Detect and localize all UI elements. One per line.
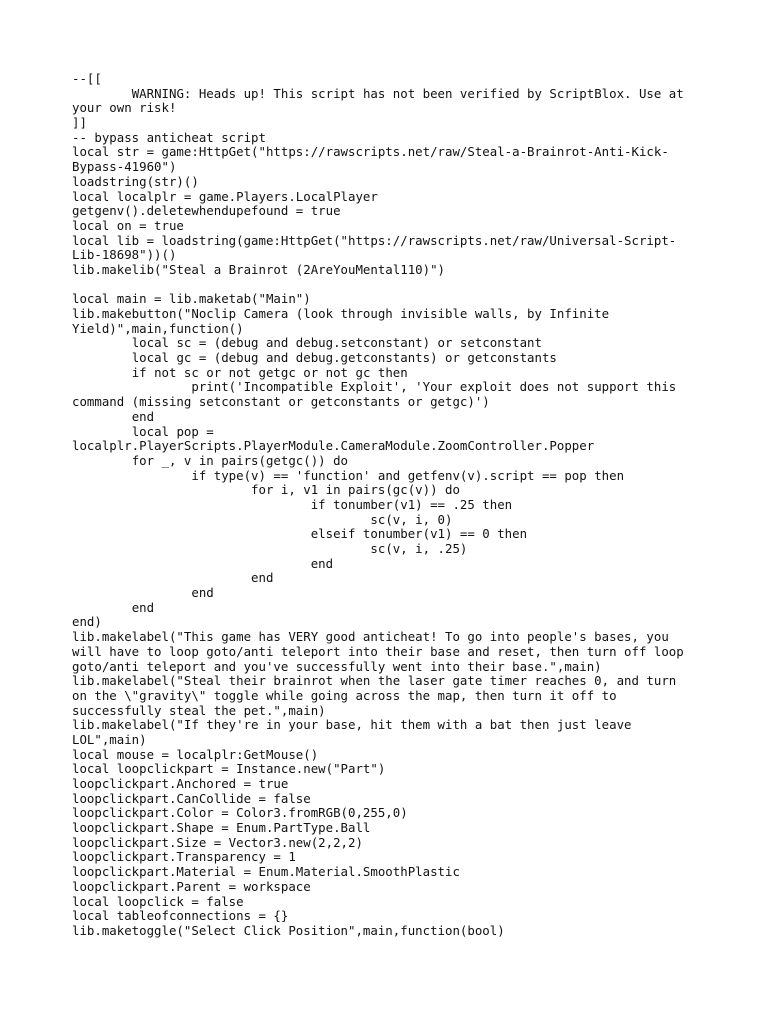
code-line: loopclickpart.Parent = workspace (72, 878, 311, 894)
code-line: lib.makelabel("This game has VERY good anticheat! To go into people's bases, you (72, 629, 669, 645)
code-line: lib.maketoggle("Select Click Position",main,function(bool) (72, 922, 505, 938)
code-line: local str = game:HttpGet("https://rawscripts.net/raw/Steal-a-Brainrot-Anti-Kick- (72, 144, 669, 160)
code-line: local mouse = localplr:GetMouse() (72, 746, 319, 762)
code-line: ]] (72, 115, 87, 131)
code-line: if not sc or not getgc or not gc then (72, 364, 408, 380)
code-line: loadstring(str)() (72, 173, 199, 189)
code-line: local sc = (debug and debug.setconstant) or setconstant (72, 335, 542, 351)
code-line: Bypass-41960") (72, 159, 177, 175)
code-line: print('Incompatible Exploit', 'Your exploit does not support this (72, 379, 677, 395)
code-line: lib.makelib("Steal a Brainrot (2AreYouMental110)") (72, 261, 445, 277)
code-line: loopclickpart.Shape = Enum.PartType.Ball (72, 820, 371, 836)
code-line: local gc = (debug and debug.getconstants) or getconstants (72, 350, 557, 366)
code-line: loopclickpart.Size = Vector3.new(2,2,2) (72, 834, 363, 850)
code-line: lib.makelabel("Steal their brainrot when the laser gate timer reaches 0, and turn (72, 673, 677, 689)
code-line: --[[ (72, 71, 102, 86)
code-line: command (missing setconstant or getconstants or getgc)') (72, 394, 490, 410)
code-line: if type(v) == 'function' and getfenv(v).script == pop then (72, 467, 625, 483)
code-line: WARNING: Heads up! This script has not been verified by ScriptBlox. Use at (72, 85, 684, 101)
code-line: for _, v in pairs(getgc()) do (72, 452, 349, 468)
code-line: Yield)",main,function() (72, 320, 244, 336)
code-line: end (72, 585, 214, 601)
code-line: if tonumber(v1) == .25 then (72, 496, 513, 512)
code-line: local localplr = game.Players.LocalPlayer (72, 188, 378, 204)
code-line: on the \"gravity\" toggle while going across the map, then turn it off to (72, 687, 617, 703)
code-line: end (72, 408, 155, 424)
code-line: localplr.PlayerScripts.PlayerModule.CameraModule.ZoomController.Popper (72, 438, 595, 454)
code-line: local loopclickpart = Instance.new("Part") (72, 761, 386, 777)
code-line (72, 278, 698, 293)
code-line: LOL",main) (72, 731, 147, 747)
code-line: getgenv().deletewhendupefound = true (72, 203, 341, 219)
code-document (72, 72, 698, 939)
code-line: will have to loop goto/anti teleport into their base and reset, then turn off loop (72, 643, 684, 659)
code-line: loopclickpart.Color = Color3.fromRGB(0,255,0) (72, 805, 408, 821)
code-line: for i, v1 in pairs(gc(v)) do (72, 482, 460, 498)
code-line: local on = true (72, 217, 184, 233)
code-line: loopclickpart.Transparency = 1 (72, 849, 296, 865)
code-line: loopclickpart.Material = Enum.Material.SmoothPlastic (72, 864, 460, 880)
code-line: local loopclick = false (72, 893, 244, 909)
code-line: end) (72, 614, 102, 630)
code-line: loopclickpart.Anchored = true (72, 776, 289, 791)
code-line: loopclickpart.CanCollide = false (72, 790, 311, 806)
code-line: local main = lib.maketab("Main") (72, 291, 311, 307)
code-line: sc(v, i, .25) (72, 541, 468, 556)
code-line: elseif tonumber(v1) == 0 then (72, 526, 528, 542)
code-line: successfully steal the pet.",main) (72, 702, 326, 718)
code-line: -- bypass anticheat script (72, 129, 266, 145)
code-line: sc(v, i, 0) (72, 511, 453, 527)
code-line: lib.makelabel("If they're in your base, hit them with a bat then just leave (72, 717, 632, 733)
code-line: goto/anti teleport and you've successfully went into their base.",main) (72, 658, 602, 674)
code-line: Lib-18698"))() (72, 247, 177, 263)
code-line: local tableofconnections = {} (72, 908, 289, 924)
code-line: end (72, 599, 155, 615)
code-line: end (72, 555, 334, 571)
code-line: local pop = (72, 423, 214, 439)
code-line: end (72, 570, 274, 586)
code-line: local lib = loadstring(game:HttpGet("https://rawscripts.net/raw/Universal-Script- (72, 232, 677, 248)
code-line: your own risk! (72, 100, 177, 116)
code-line: lib.makebutton("Noclip Camera (look through invisible walls, by Infinite (72, 306, 610, 321)
